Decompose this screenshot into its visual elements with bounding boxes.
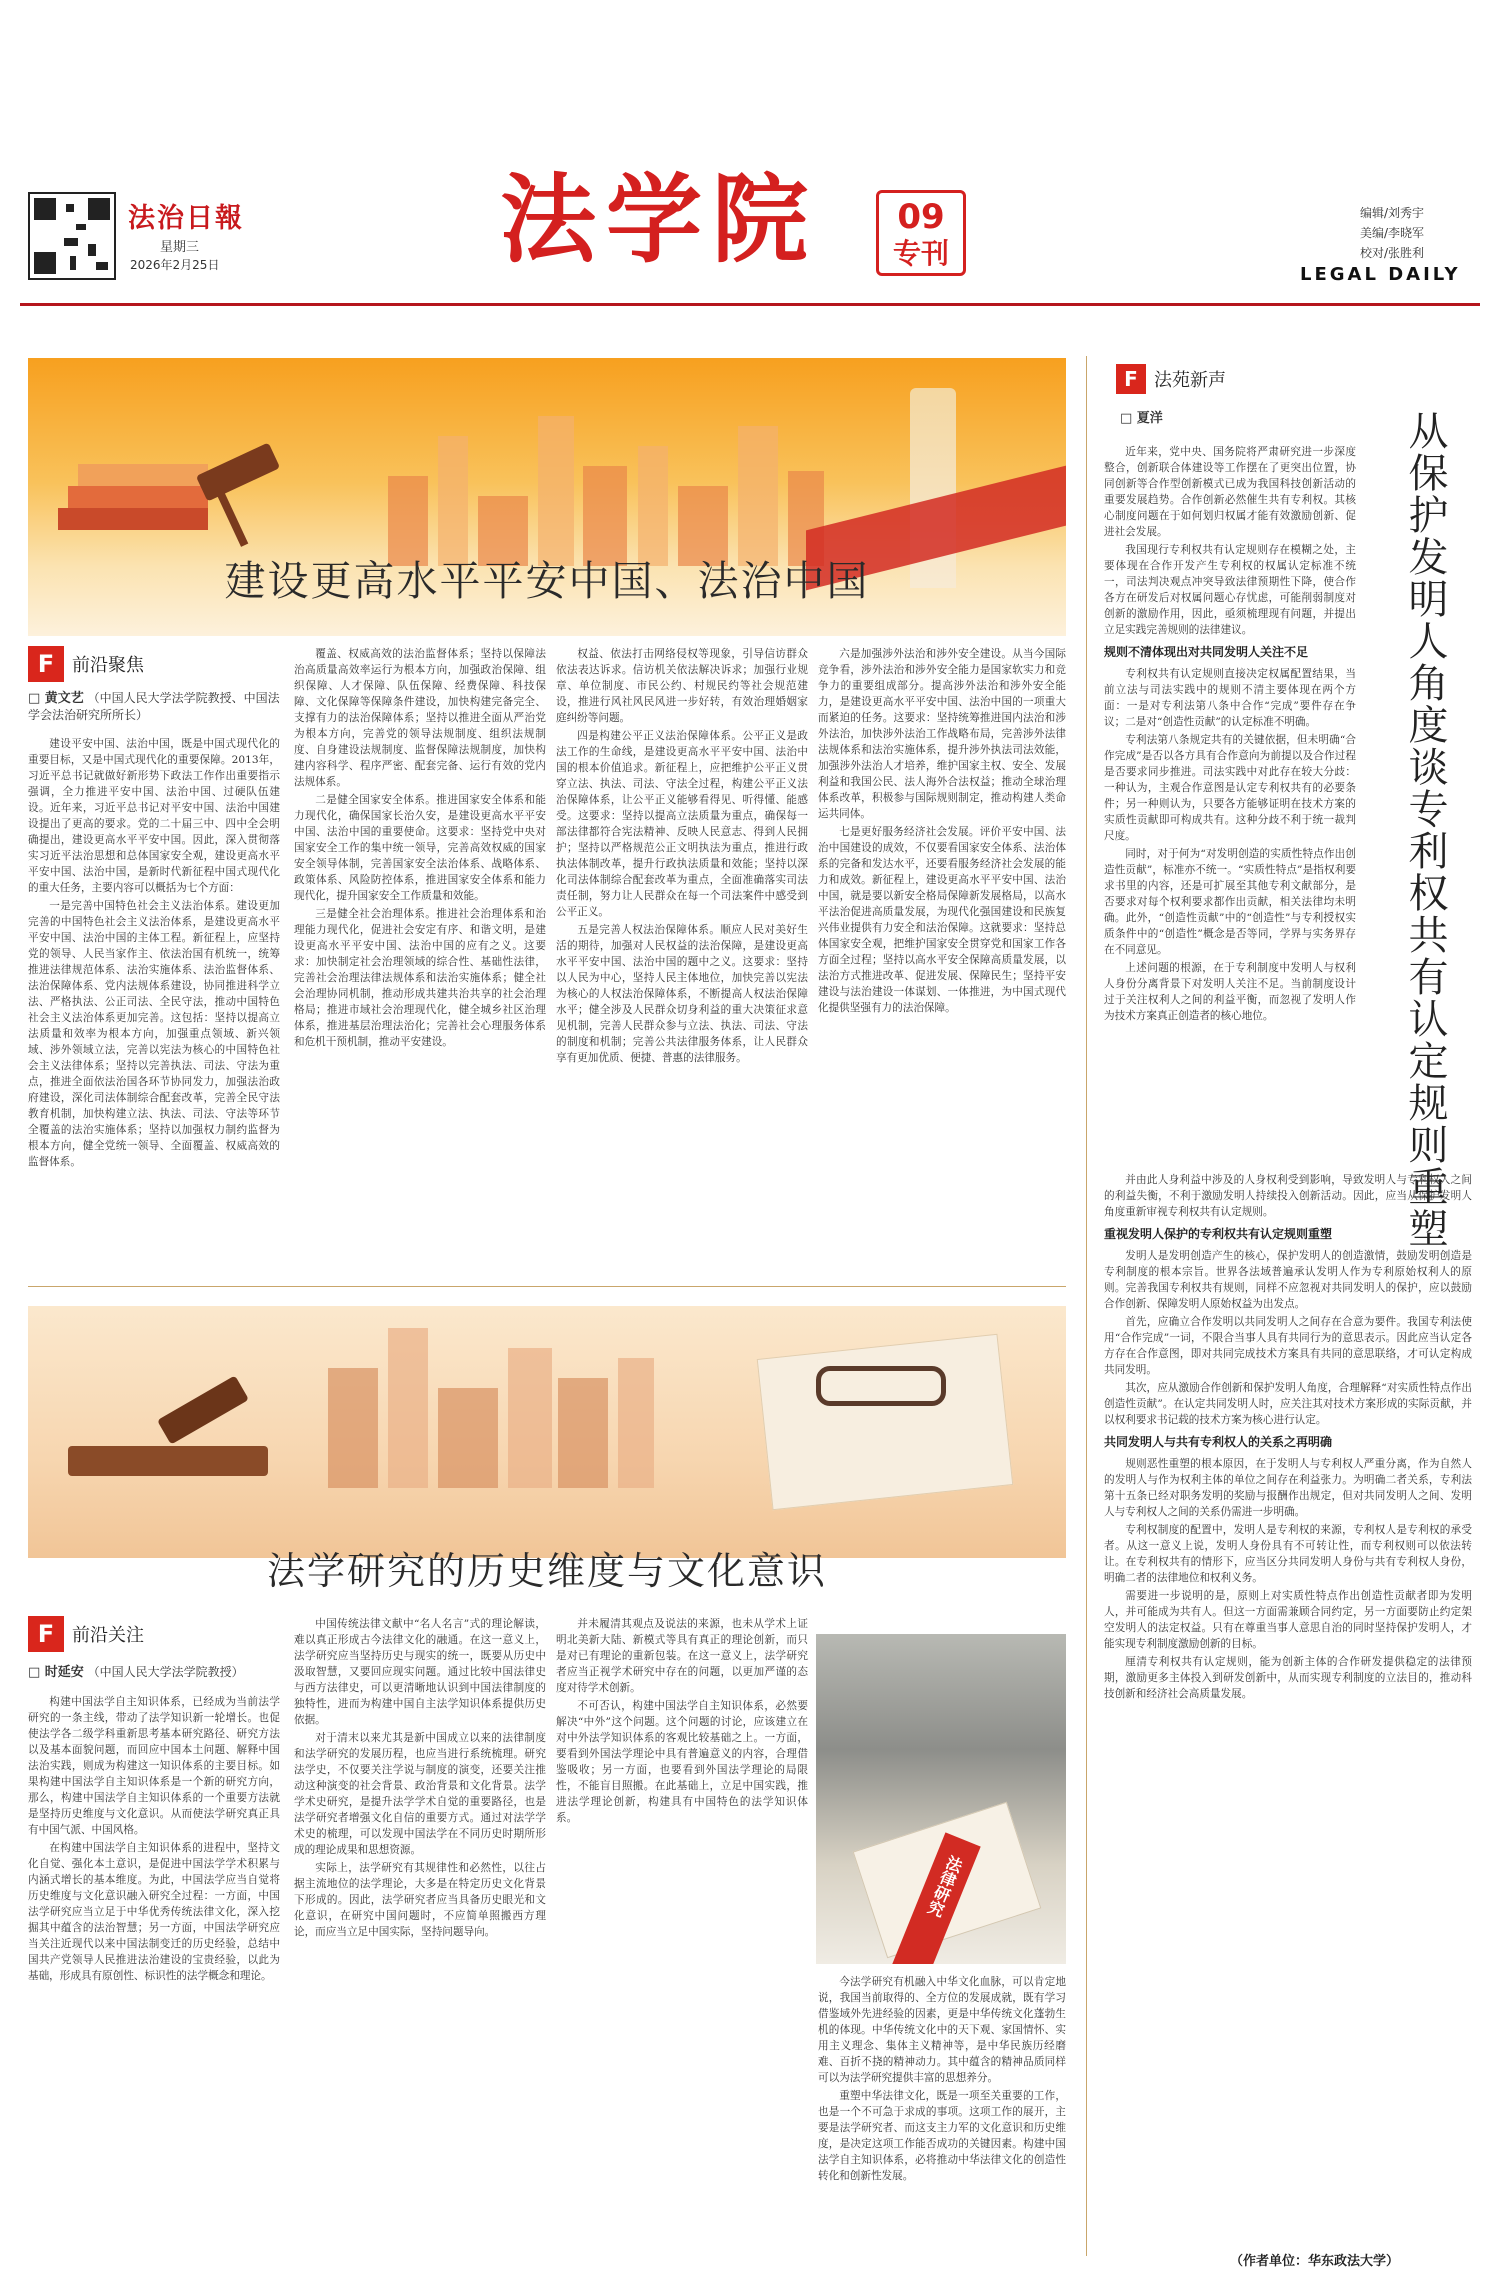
article3-paragraph: 专利权共有认定规则直接决定权属配置结果，当前立法与司法实践中的规则不清主要体现在两个方面：一是对专利法第八条中合作“完成”要件存在争议；二是对“创造性贡献”的认定标准不明确。 xyxy=(1104,668,1356,728)
article1-paragraph: 二是健全国家安全体系。推进国家安全体系和能力现代化，确保国家长治久安，是建设更高水平平安中国、法治中国的重要使命。这要求：坚持党中央对国家安全工作的集中统一领导，完善高效权威的国家安全领导体制，完善国家安全法治体系、战略体系、政策体系、风险防控体系，推进国家安全体系和能力现代化，提升国家安全工作质量和效能。 xyxy=(294,794,546,902)
article3-author-name: □ 夏洋 xyxy=(1120,411,1163,426)
article2-column-2 xyxy=(294,1616,546,2254)
article2-headline: 法学研究的历史维度与文化意识 xyxy=(266,1549,827,1593)
article1-paragraph: 三是健全社会治理体系。推进社会治理体系和治理能力现代化，促进社会安定有序、和谐文明，是建设更高水平平安中国、法治中国的应有之义。这要求：加快制定社会治理领域的综合性、基础性法律，完善社会治理法律法规体系和法治实施体系；健全社会治理协同机制，推动形成共建共治共享的社会治理格局；推进市域社会治理现代化，健全城乡社区治理体系，推进基层治理法治化；完善社会心理服务体系和危机干预机制，推动平安建设。 xyxy=(294,908,546,1048)
article3-paragraph: 首先，应确立合作发明以共同发明人之间存在合意为要件。我国专利法使用“合作完成”一词，不限合当事人具有共同行为的意思表示。因此应当认定各方存在合作意图，即对共同完成技术方案具有共同的意思联络，才可认定构成共同发明。 xyxy=(1104,1316,1472,1376)
article2-paragraph: 并未履清其观点及说法的来源，也未从学术上证明北美新大陆、新模式等具有真正的理论创新，而只是对已有理论的重新包装。在这一意义上，法学研究者应当正视学术研究中存在的问题，以更加严谨的态度对待学术创新。 xyxy=(556,1618,808,1694)
article1-column-label: 前沿聚焦 xyxy=(72,655,144,676)
article2-column-1 xyxy=(28,1694,280,2254)
article3-column-tag xyxy=(1116,364,1226,394)
article3-paragraph: 并由此人身利益中涉及的人身权利受到影响，导致发明人与专利权人之间的利益失衡，不利于激励发明人持续投入创新活动。因此，应当从保护发明人角度重新审视专利权共有认定规则。 xyxy=(1104,1174,1472,1218)
article2-column-4 xyxy=(818,1974,1066,2254)
article3-paragraph: 同时，对于何为“对发明创造的实质性特点作出创造性贡献”，标准亦不统一。“实质性特点”是指权利要求书里的内容，还是可扩展至其他专利文献部分，是否要求对每个权利要求都作出贡献，相关法律均未明确。此外，“创造性贡献”中的“创造性”与专利授权实质条件中的“创造性”概念是否等同，学界与实务界存在不同意见。 xyxy=(1104,848,1356,956)
article1-paragraph: 权益、依法打击网络侵权等现象，引导信访群众依法表达诉求。信访机关依法解决诉求；加强行业规章、单位制度、市民公约、村规民约等社会规范建设，推进行风社风民风进一步好转，有效治理婚姻家庭纠纷等问题。 xyxy=(556,648,808,724)
article2-paragraph: 对于清末以来尤其是新中国成立以来的法律制度和法学研究的发展历程，也应当进行系统梳理。研究法学史，不仅要关注学说与制度的演变，还要关注推动这种演变的社会背景、政治背景和文化背景。法学学术史研究，是提升法学学术自觉的重要路径，也是法学研究者增强文化自信的重要方式。通过对法学学术史的梳理，可以发现中国法学在不同历史时期所形成的理论成果和思想资源。 xyxy=(294,1732,546,1856)
article2-column-label: 前沿关注 xyxy=(72,1625,144,1646)
article3-column-upper xyxy=(1104,444,1356,1164)
article2-column-3 xyxy=(556,1616,808,2254)
proofreader: 校对/张胜利 xyxy=(1360,246,1425,260)
article2-column-tag xyxy=(28,1616,144,1652)
article-divider xyxy=(28,1286,1066,1287)
article1-column-tag xyxy=(28,646,144,682)
designer: 美编/李晓军 xyxy=(1360,226,1425,240)
article1-column-4 xyxy=(818,646,1066,1276)
paper-name: 法治日報 xyxy=(128,203,244,234)
article2-paragraph: 不可否认，构建中国法学自主知识体系，必然要解决“中外”这个问题。这个问题的讨论，应该建立在对中外法学知识体系的客观比较基础之上。一方面，要看到外国法学理论中具有普遍意义的内容，合理借鉴吸收；另一方面，也要看到外国法学理论的局限性，不能盲目照搬。在此基础上，立足中国实践，推进法学理论创新，构建具有中国特色的法学知识体系。 xyxy=(556,1700,808,1824)
article1-paragraph: 七是更好服务经济社会发展。评价平安中国、法治中国建设的成效，不仅要看国家安全体系、法治体系的完备和发达水平，还要看服务经济社会发展的能力和成效。新征程上，建设更高水平平安中国、法治中国，就是要以新安全格局保障新发展格局，以高水平法治促进高质量发展，为现代化强国建设和民族复兴伟业提供有力安全和法治保障。这就要求：坚持总体国家安全观，把维护国家安全贯穿党和国家工作各方面全过程；坚持以高水平安全保障高质量发展，以法治方式推进改革、促进发展、保障民生；坚持平安建设与法治建设一体谋划、一体推进，为中国式现代化提供坚强有力的法治保障。 xyxy=(818,826,1066,1014)
article1-column-2 xyxy=(294,646,546,1276)
weekday: 星期三 xyxy=(160,240,200,255)
article3-paragraph: 近年来，党中央、国务院将严肃研究进一步深度整合，创新联合体建设等工作摆在了更突出位置，协同创新等合作型创新模式已成为我国科技创新活动的重要发展趋势。合作创新必然催生共有专利权。其核心制度问题在于如何划归权属才能有效激励创新、促进社会发展。 xyxy=(1104,446,1356,538)
article2-paragraph: 重塑中华法律文化，既是一项至关重要的工作，也是一个不可急于求成的事项。这项工作的展开，主要是法学研究者、而这支主力军的文化意识和历史维度，是决定这项工作能否成功的关键因素。构建中国法学自主知识体系，必将推动中华法律文化的创造性转化和创新性发展。 xyxy=(818,2090,1066,2182)
article2-paragraph: 构建中国法学自主知识体系，已经成为当前法学研究的一条主线，带动了法学知识新一轮增长。也促使法学各二级学科重新思考基本研究路径、研究方法以及基本面貌问题，而回应中国本土问题、解释中国法治实践，则成为构建这一知识体系的主要目标。如果构建中国法学自主知识体系是一个新的研究方向，那么，构建中国法学自主知识体系的一个重要方法就是坚持历史维度与文化意识。从而使法学研究真正具有中国气派、中国风格。 xyxy=(28,1696,280,1836)
column-logo-icon: F xyxy=(28,646,64,682)
article3-subheading: 共同发明人与共有专利权人的关系之再明确 xyxy=(1104,1435,1333,1449)
article3-paragraph: 需要进一步说明的是，原则上对实质性特点作出创造性贡献者即为发明人，并可能成为共有人。但这一方面需兼顾合同约定，另一方面要防止约定架空发明人的法定权益。只有在尊重当事人意思自治的同时坚持保护发明人，才能实现专利制度激励创新的目标。 xyxy=(1104,1590,1472,1650)
article2-affiliation: （中国人民大学法学院教授） xyxy=(87,1665,244,1679)
article3-signature: （作者单位：华东政法大学） xyxy=(1230,2254,1400,2269)
editor-info xyxy=(1360,203,1424,263)
article3-paragraph: 上述问题的根源，在于专利制度中发明人与权利人身份分离背景下对发明人关注不足。当前制度设计过于关注权利人之间的利益平衡，而忽视了发明人作为技术方案真正创造者的核心地位。 xyxy=(1104,962,1356,1022)
issue-number: 09 xyxy=(897,197,945,237)
article2-byline xyxy=(28,1664,280,1681)
article1-author: □ 黄文艺 xyxy=(28,691,84,706)
article3-paragraph: 厘清专利权共有认定规则，能为创新主体的合作研发提供稳定的法律预期，激励更多主体投入到研发创新中，从而实现专利制度的立法目的，推动科技创新和经济社会高质量发展。 xyxy=(1104,1656,1472,1700)
column-divider xyxy=(1086,356,1087,2256)
editor: 编辑/刘秀宇 xyxy=(1360,206,1425,220)
article3-paragraph: 专利权制度的配置中，发明人是专利权的来源，专利权人是专利权的承受者。从这一意义上说，发明人身份具有不可转让性，而专利权则可以依法转让。在专利权共有的情形下，应当区分共同发明人身份与共有专利权人身份，明确二者的法律地位和权利义务。 xyxy=(1104,1524,1472,1584)
article2-paragraph: 实际上，法学研究有其规律性和必然性，以往占据主流地位的法学理论，大多是在特定历史文化背景下形成的。因此，法学研究者应当具备历史眼光和文化意识，在研究中国问题时，不应简单照搬西方理论，而应当立足中国实际，坚持问题导向。 xyxy=(294,1862,546,1938)
article3-author xyxy=(1120,410,1163,427)
article1-paragraph: 建设平安中国、法治中国，既是中国式现代化的重要目标，又是中国式现代化的重要保障。2013年，习近平总书记就做好新形势下政法工作作出重要指示强调，全力推进平安中国、法治中国、过硬队伍建设。近年来，习近平总书记对平安中国、法治中国建设提出了更高的要求。党的二十届三中、四中全会明确提出，建设更高水平平安中国。因此，深入贯彻落实习近平法治思想和总体国家安全观，建设更高水平平安中国、法治中国，是新时代新征程中国式现代化的重大任务，主要内容可以概括为七个方面： xyxy=(28,738,280,894)
article3-subheading: 重视发明人保护的专利权共有认定规则重塑 xyxy=(1104,1227,1333,1241)
column-logo-icon: F xyxy=(28,1616,64,1652)
banner-image-2 xyxy=(28,1306,1066,1558)
article3-headline: 从保护发明人角度谈专利权共有认定规则重塑 xyxy=(1402,410,1448,1250)
article1-paragraph: 六是加强涉外法治和涉外安全建设。从当今国际竞争看，涉外法治和涉外安全能力是国家软实力和竞争力的重要组成部分。提高涉外法治和涉外安全能力，是建设更高水平平安中国、法治中国的一项重大而紧迫的任务。这要求：坚持统筹推进国内法治和涉外法治，加快涉外法治工作战略布局，完善涉外法律法规体系和法治实施体系，提升涉外执法司法效能，加强涉外法治人才培养，维护国家主权、安全、发展利益和我国公民、法人海外合法权益；推动全球治理体系改革，积极参与国际规则制定，推动构建人类命运共同体。 xyxy=(818,648,1066,820)
issue-box xyxy=(876,190,966,276)
article3-paragraph: 其次，应从激励合作创新和保护发明人角度，合理解释“对实质性特点作出创造性贡献”。在认定共同发明人时，应关注其对技术方案形成的实际贡献，并以权利要求书记载的技术方案为核心进行认定。 xyxy=(1104,1382,1472,1426)
article2-author: □ 时延安 xyxy=(28,1665,84,1680)
article2-paragraph: 中国传统法律文献中“名人名言”式的理论解读，难以真正形成古今法律文化的融通。在这一意义上，法学研究应当坚持历史与现实的统一，既要从历史中汲取智慧，又要回应现实问题。通过比较中国法律史与西方法律史，可以更清晰地认识到中国法律制度的独特性，进而为构建中国自主法学知识体系提供历史依据。 xyxy=(294,1618,546,1726)
article3-paragraph: 规则恶性重塑的根本原因，在于发明人与专利权人严重分离，作为自然人的发明人与作为权利主体的单位之间存在利益张力。为明确二者关系，专利法第十五条已经对职务发明的奖励与报酬作出规定，但对共同发明人之间、发明人与专利权人之间的关系仍需进一步明确。 xyxy=(1104,1458,1472,1518)
article1-headline: 建设更高水平平安中国、法治中国 xyxy=(224,557,870,605)
article3-column-label: 法苑新声 xyxy=(1154,370,1226,391)
masthead-divider xyxy=(20,303,1480,306)
qr-code[interactable] xyxy=(28,192,116,280)
column-logo-icon: F xyxy=(1116,364,1146,394)
publication-date: 2026年2月25日 xyxy=(130,258,220,272)
article3-subheading: 规则不清体现出对共同发明人关注不足 xyxy=(1104,645,1309,659)
article1-column-1 xyxy=(28,736,280,1276)
issue-type: 专刊 xyxy=(892,237,949,270)
article3-column-lower xyxy=(1104,1172,1472,2244)
article2-paragraph: 在构建中国法学自主知识体系的进程中，坚持文化自觉、强化本土意识，是促进中国法学学术积累与内涵式增长的基本维度。为此，中国法学应当自觉将历史维度与文化意识融入研究全过程：一方面，中国法学研究应当立足于中华优秀传统法律文化，深入挖掘其中蕴含的法治智慧；另一方面，中国法学研究应当关注近现代以来中国法制变迁的历史经验，总结中国共产党领导人民推进法治建设的宝贵经验，以此为基础，形成具有原创性、标识性的法学概念和理论。 xyxy=(28,1842,280,1982)
article1-paragraph: 一是完善中国特色社会主义法治体系。建设更加完善的中国特色社会主义法治体系，是建设更高水平平安中国、法治中国的主体工程。新征程上，应坚持党的领导、人民当家作主、依法治国有机统一，统筹推进法律规范体系、法治实施体系、法治监督体系、法治保障体系、党内法规体系建设，协同推进科学立法、严格执法、公正司法、全民守法，推动中国特色社会主义法治体系更加完善。这包括：坚持以提高立法质量和效率为根本方向，加强重点领域、新兴领域、涉外领域立法，完善以宪法为核心的中国特色社会主义法律体系；坚持以完善执法、司法、守法为重点，推进全面依法治国各环节协同发力，加强法治政府建设，深化司法体制综合配套改革，完善全民守法教育机制，加快构建立法、执法、司法、守法等环节全覆盖的法治实施体系；坚持以加强权力制约监督为根本方向，健全党统一领导、全面覆盖、权威高效的监督体系。 xyxy=(28,900,280,1168)
article3-paragraph: 我国现行专利权共有认定规则存在模糊之处，主要体现在合作开发产生专利权的权属认定标准不统一，司法判决观点冲突导致法律预期性下降，使合作各方在研发后对权属问题心存忧虑，可能削弱制度对创新的激励作用，因此，亟须梳理现有问题，并提出立足实践完善规则的法律建议。 xyxy=(1104,544,1356,636)
english-name: LEGAL DAILY xyxy=(1300,264,1461,285)
article2-paragraph: 今法学研究有机融入中华文化血脉，可以肯定地说，我国当前取得的、全方位的发展成就，既有学习借鉴域外先进经验的因素，更是中华传统文化蓬勃生机的体现。中华传统文化中的天下观、家国情怀、实用主义理念、集体主义精神等，是中华民族历经磨难、百折不挠的精神动力。其中蕴含的精神品质同样可以为法学研究提供丰富的思想养分。 xyxy=(818,1976,1066,2084)
article3-paragraph: 专利法第八条规定共有的关键依据，但未明确“合作完成”是否以各方具有合作意向为前提以及合作过程是否要求同步推进。司法实践中对此存在较大分歧：一种认为，主观合作意图是认定专利权共有的必要条件；另一种则认为，只要各方能够证明在技术方案的实质性贡献即可构成共有。这种分歧不利于统一裁判尺度。 xyxy=(1104,734,1356,842)
article1-column-3 xyxy=(556,646,808,1276)
article1-paragraph: 覆盖、权威高效的法治监督体系；坚持以保障法治高质量高效率运行为根本方向，加强政治保障、组织保障、人才保障、队伍保障、经费保障、科技保障、文化保障等保障条件建设，加快构建完备完全、支撑有力的法治保障体系；坚持以推进全面从严治党为根本方向，完善党的领导法规制度、组织法规制度、自身建设法规制度、监督保障法规制度，加快构建内容科学、程序严密、配套完备、运行有效的党内法规体系。 xyxy=(294,648,546,788)
article1-paragraph: 四是构建公平正义法治保障体系。公平正义是政法工作的生命线，是建设更高水平平安中国、法治中国的根本价值追求。新征程上，应把维护公平正义贯穿立法、执法、司法、守法全过程，构建公平正义法治保障体系，让公平正义能够看得见、听得懂、能感受。这要求：坚持以提高立法质量为重点，确保每一部法律都符合宪法精神、反映人民意志、得到人民拥护；坚持以严格规范公正文明执法为重点，推进行政执法体制改革，提升行政执法质量和效能；坚持以深化司法体制综合配套改革为重点，全面准确落实司法责任制，努力让人民群众在每一个司法案件中感受到公平正义。 xyxy=(556,730,808,918)
article1-affiliation: （中国人民大学法学院教授、中国法学会法治研究所所长） xyxy=(28,691,280,722)
article1-byline xyxy=(28,690,280,724)
section-title: 法学院 xyxy=(500,163,818,276)
article3-paragraph: 发明人是发明创造产生的核心，保护发明人的创造激情，鼓励发明创造是专利制度的根本宗旨。世界各法域普遍承认发明人作为专利原始权利人的原则。完善我国专利权共有规则，同样不应忽视对共同发明人的保护，应以鼓励合作创新、保障发明人原始权益为出发点。 xyxy=(1104,1250,1472,1310)
article1-paragraph: 五是完善人权法治保障体系。顺应人民对美好生活的期待，加强对人民权益的法治保障，是建设更高水平平安中国、法治中国的题中之义。这要求：坚持以人民为中心，坚持人民主体地位，加快完善以宪法为核心的人权法治保障体系，不断提高人权法治保障水平；健全涉及人民群众切身利益的重大决策征求意见机制，完善人民群众参与立法、执法、司法、守法的制度和机制；完善公共法律服务体系，让人民群众享有更加优质、便捷、普惠的法律服务。 xyxy=(556,924,808,1064)
article2-illustration xyxy=(816,1634,1066,1964)
illustration-text: 法律研究 xyxy=(923,1852,966,1920)
